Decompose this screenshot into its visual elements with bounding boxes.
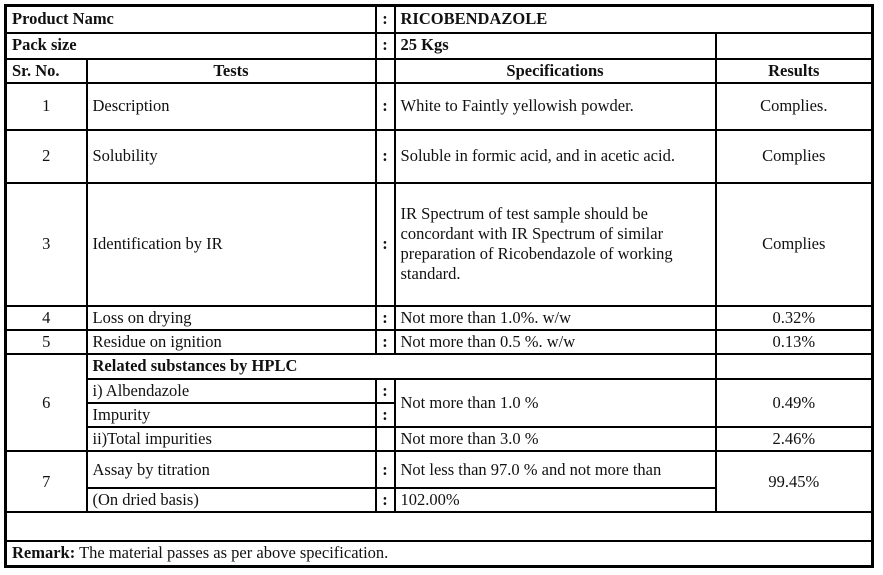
- empty-spacer-cell: [6, 512, 873, 541]
- test-name-cell: Assay by titration: [87, 451, 376, 488]
- pack-size-colon-cell: :: [376, 33, 395, 59]
- colon-cell: :: [376, 130, 395, 183]
- test-row-identification-ir: [6, 183, 873, 306]
- test-name-cell: Solubility: [87, 130, 376, 183]
- colon-cell: :: [376, 403, 395, 427]
- group7-assay-row: [6, 451, 873, 488]
- test-name-cell: Identification by IR: [87, 183, 376, 306]
- spec-cell: Not more than 1.0%. w/w: [395, 306, 716, 330]
- colon-cell: :: [376, 330, 395, 354]
- spec-cell: Not more than 0.5 %. w/w: [395, 330, 716, 354]
- result-cell-merged: 99.45%: [716, 451, 873, 512]
- result-cell-merged: 0.49%: [716, 379, 873, 427]
- test-name-cell: Impurity: [87, 403, 376, 427]
- remark-row: [6, 541, 873, 566]
- test-name-cell: Residue on ignition: [87, 330, 376, 354]
- remark-cell: [6, 541, 873, 566]
- test-row-solubility: [6, 130, 873, 183]
- result-cell: Complies.: [716, 83, 873, 130]
- result-cell: 0.13%: [716, 330, 873, 354]
- test-row-description: [6, 83, 873, 130]
- spec-cell: White to Faintly yellowish powder.: [395, 83, 716, 130]
- sr-no-cell: 3: [6, 183, 87, 306]
- spec-cell: Soluble in formic acid, and in acetic acid.: [395, 130, 716, 183]
- header-sr-no: Sr. No.: [6, 59, 87, 83]
- result-cell: 0.32%: [716, 306, 873, 330]
- test-name-cell: Loss on drying: [87, 306, 376, 330]
- sr-no-cell: 1: [6, 83, 87, 130]
- test-row-loss-on-drying: [6, 306, 873, 330]
- remark-label: Remark:: [12, 543, 76, 563]
- test-name-cell: Description: [87, 83, 376, 130]
- spec-cell: 102.00%: [395, 488, 716, 512]
- sr-no-cell: 5: [6, 330, 87, 354]
- pack-size-row: [6, 33, 873, 59]
- product-name-colon-cell: :: [376, 6, 395, 33]
- group6-albendazole-row: [6, 379, 873, 403]
- spec-cell: IR Spectrum of test sample should be concordant with IR Spectrum of similar preparation of Ricobendazole of working standard.: [395, 183, 716, 306]
- test-name-cell: i) Albendazole: [87, 379, 376, 403]
- product-name-value-cell: RICOBENDAZOLE: [395, 6, 873, 33]
- pack-size-label-cell: Pack size: [6, 33, 376, 59]
- test-name-cell: (On dried basis): [87, 488, 376, 512]
- header-tests: Tests: [87, 59, 376, 83]
- spec-cell: Not more than 3.0 %: [395, 427, 716, 451]
- sr-no-cell: 2: [6, 130, 87, 183]
- header-results: Results: [716, 59, 873, 83]
- header-colon-spacer: [376, 59, 395, 83]
- colon-cell: :: [376, 83, 395, 130]
- column-header-row: [6, 59, 873, 83]
- sr-no-cell: 7: [6, 451, 87, 512]
- header-specifications: Specifications: [395, 59, 716, 83]
- test-name-cell: ii)Total impurities: [87, 427, 376, 451]
- product-name-label-cell: Product Namc: [6, 6, 376, 33]
- pack-size-value-cell: 25 Kgs: [395, 33, 716, 59]
- sr-no-cell: 4: [6, 306, 87, 330]
- sr-no-cell: 6: [6, 354, 87, 451]
- colon-cell: :: [376, 379, 395, 403]
- result-cell: Complies: [716, 183, 873, 306]
- colon-cell: :: [376, 451, 395, 488]
- group6-title-empty-result-cell: [716, 354, 873, 379]
- colon-cell: :: [376, 183, 395, 306]
- result-cell: 2.46%: [716, 427, 873, 451]
- colon-cell: :: [376, 306, 395, 330]
- result-cell: Complies: [716, 130, 873, 183]
- remark-text: The material passes as per above specification.: [79, 543, 389, 563]
- empty-spacer-row: [6, 512, 873, 541]
- product-name-row: [6, 6, 873, 33]
- colon-cell: :: [376, 488, 395, 512]
- group6-title-row: [6, 354, 873, 379]
- pack-size-empty-result-cell: [716, 33, 873, 59]
- group6-total-impurities-row: [6, 427, 873, 451]
- specification-table: [4, 4, 874, 568]
- spec-cell-merged: Not more than 1.0 %: [395, 379, 716, 427]
- test-row-residue-on-ignition: [6, 330, 873, 354]
- spec-cell: Not less than 97.0 % and not more than: [395, 451, 716, 488]
- colon-cell-empty: [376, 427, 395, 451]
- group6-title-cell: Related substances by HPLC: [87, 354, 716, 379]
